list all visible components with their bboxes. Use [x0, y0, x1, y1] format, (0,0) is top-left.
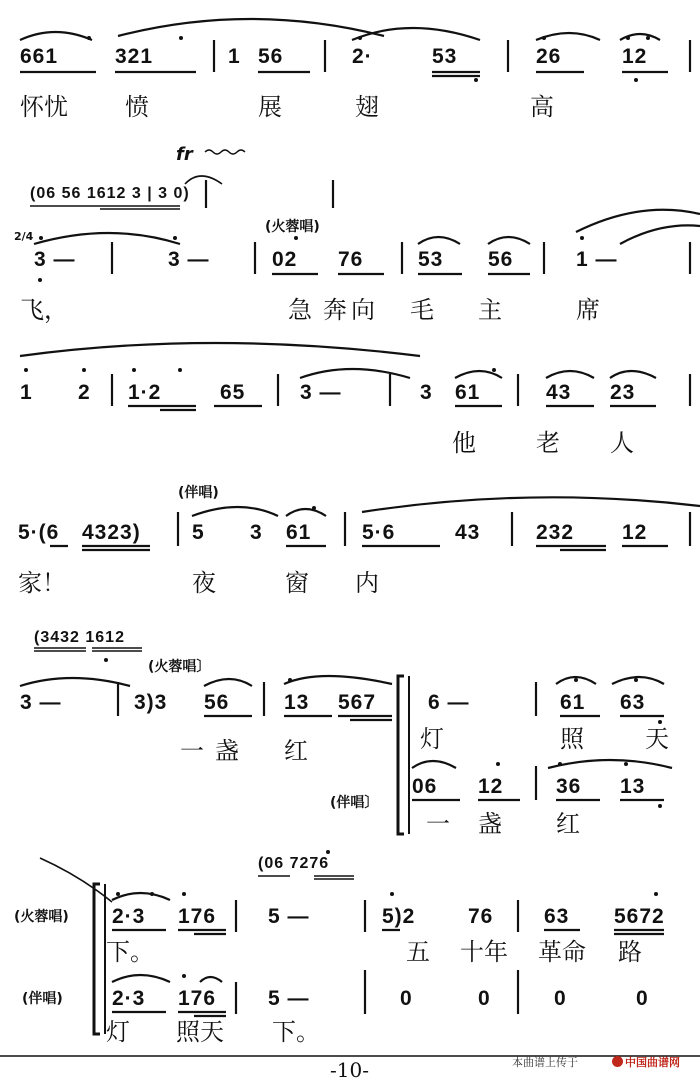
- note-group: 63: [620, 691, 646, 714]
- tie: [112, 893, 170, 900]
- lyric: 灯: [420, 725, 444, 753]
- octave-dot-low: [634, 78, 638, 82]
- tie: [412, 761, 456, 768]
- note-group: 53: [432, 45, 458, 68]
- part-label: (火蓉唱): [14, 909, 69, 925]
- tie: [112, 975, 170, 982]
- note-group: 2·: [352, 45, 373, 68]
- octave-dot: [358, 36, 362, 40]
- system-bracket: [94, 884, 100, 1034]
- note-group: 23: [610, 381, 636, 404]
- note-group: 61: [286, 521, 312, 544]
- lyric: 革命: [538, 938, 586, 966]
- note-group: 61: [560, 691, 586, 714]
- tie: [620, 225, 700, 244]
- note-group: 5: [192, 521, 205, 544]
- lyric: 家！: [18, 569, 66, 597]
- lyric: 灯: [106, 1018, 130, 1046]
- note-group: 5 —: [268, 987, 310, 1010]
- note-group: 2: [78, 381, 91, 404]
- tie: [352, 28, 480, 40]
- part-label: (火蓉唱〕: [148, 659, 211, 675]
- octave-dot: [558, 762, 562, 766]
- octave-dot-low: [658, 804, 662, 808]
- tie: [612, 677, 664, 684]
- note-group: 63: [544, 905, 570, 928]
- part-label: (伴唱): [22, 991, 63, 1007]
- octave-dot-low: [104, 658, 108, 662]
- note-group: 76: [338, 248, 364, 271]
- octave-dot-low: [658, 720, 662, 724]
- tie: [286, 509, 326, 516]
- note-group: 76: [468, 905, 494, 928]
- lyric: 高: [530, 93, 554, 121]
- tie: [546, 371, 594, 378]
- tie: [300, 369, 410, 378]
- note-group: 3 —: [20, 691, 62, 714]
- ornament-trill: fr: [176, 144, 193, 165]
- lyric: 奔: [323, 296, 347, 324]
- lyric: 红: [284, 737, 308, 765]
- lyric: 盏: [478, 810, 502, 838]
- note-group: 5672: [614, 905, 665, 928]
- tie: [20, 678, 130, 686]
- note-group: 2·3: [112, 905, 146, 928]
- upload-note: 本曲谱上传于: [512, 1056, 578, 1069]
- system-bracket: [398, 676, 404, 834]
- tie: [118, 19, 384, 36]
- note-group: 0: [400, 987, 413, 1010]
- note-group: 56: [204, 691, 230, 714]
- tie: [185, 176, 222, 184]
- part-label: (火蓉唱): [265, 219, 320, 235]
- tie: [620, 34, 660, 40]
- tie: [418, 237, 460, 244]
- octave-dot: [624, 762, 628, 766]
- lyric: 十年: [460, 938, 508, 966]
- lyric: 红: [556, 810, 580, 838]
- tie: [488, 237, 530, 244]
- note-group: 1: [20, 381, 33, 404]
- lyric: 夜: [192, 569, 216, 597]
- interlude-notes: (3432 1612: [34, 629, 125, 646]
- note-group: 567: [338, 691, 377, 714]
- note-group: 0: [554, 987, 567, 1010]
- octave-dot: [39, 236, 43, 240]
- octave-dot: [626, 36, 630, 40]
- octave-dot: [646, 36, 650, 40]
- octave-dot: [294, 236, 298, 240]
- site-logo: [612, 1054, 680, 1070]
- note-group: 5 —: [268, 905, 310, 928]
- tie: [455, 371, 502, 378]
- tie: [34, 233, 180, 244]
- lyric: 愤: [125, 93, 149, 121]
- note-group: 53: [418, 248, 444, 271]
- note-group: 56: [488, 248, 514, 271]
- lyric: 老: [536, 429, 560, 457]
- note-group: 1: [228, 45, 241, 68]
- octave-dot: [496, 762, 500, 766]
- note-group: 3: [250, 521, 263, 544]
- lyric: 窗: [285, 569, 309, 597]
- note-group: 176: [178, 905, 217, 928]
- octave-dot: [150, 892, 154, 896]
- note-group: 56: [258, 45, 284, 68]
- site-logo-icon: [612, 1056, 623, 1067]
- lyric: 下。: [106, 938, 154, 966]
- octave-dot: [492, 368, 496, 372]
- note-group: 0: [478, 987, 491, 1010]
- lyric: 照: [560, 725, 584, 753]
- note-group: 43: [455, 521, 481, 544]
- lyric: 天: [645, 725, 669, 753]
- note-group: 61: [455, 381, 481, 404]
- tie: [362, 497, 700, 512]
- note-group: 3 —: [168, 248, 210, 271]
- octave-dot: [542, 36, 546, 40]
- lyric: 下。: [272, 1018, 320, 1046]
- lyric: 飞，: [20, 296, 68, 324]
- octave-dot: [182, 974, 186, 978]
- interlude-notes: (06 7276: [258, 855, 330, 872]
- lyric: 展: [258, 93, 282, 121]
- octave-dot: [82, 368, 86, 372]
- time-signature: 2/4: [14, 230, 34, 243]
- note-group: 12: [622, 45, 648, 68]
- site-name: 中国曲谱网: [625, 1056, 680, 1069]
- lyric: 急: [288, 296, 312, 324]
- octave-dot: [634, 678, 638, 682]
- note-group: 13: [620, 775, 646, 798]
- tie: [576, 210, 700, 232]
- octave-dot: [24, 368, 28, 372]
- lyric: 一: [426, 810, 450, 838]
- note-group: 661: [20, 45, 59, 68]
- note-group: 02: [272, 248, 298, 271]
- note-group: 2·3: [112, 987, 146, 1010]
- lyric: 怀忧: [20, 93, 68, 121]
- note-group: 5)2: [382, 905, 416, 928]
- note-group: 13: [284, 691, 310, 714]
- part-label: (伴唱): [178, 485, 219, 501]
- octave-dot: [178, 368, 182, 372]
- note-group: 5·6: [362, 521, 396, 544]
- octave-dot: [132, 368, 136, 372]
- lyric: 向: [351, 296, 375, 324]
- note-group: 3 —: [34, 248, 76, 271]
- page-number: -10-: [330, 1058, 369, 1082]
- trill-line: [205, 150, 245, 154]
- note-group: 1·2: [128, 381, 162, 404]
- note-group: 65: [220, 381, 246, 404]
- note-group: 0: [636, 987, 649, 1010]
- note-group: 12: [622, 521, 648, 544]
- note-group: 3: [420, 381, 433, 404]
- lyric: 五: [406, 938, 430, 966]
- lyric: 照天: [176, 1018, 224, 1046]
- tie: [40, 858, 112, 902]
- tie: [204, 679, 252, 686]
- octave-dot: [116, 892, 120, 896]
- lyric: 毛: [410, 296, 434, 324]
- octave-dot: [654, 892, 658, 896]
- octave-dot: [173, 236, 177, 240]
- tie: [20, 343, 420, 356]
- part-label: (伴唱〕: [330, 795, 379, 811]
- note-group: 3 —: [300, 381, 342, 404]
- lyric: 一: [180, 737, 204, 765]
- note-group: 321: [115, 45, 154, 68]
- octave-dot: [182, 892, 186, 896]
- lyric: 路: [618, 938, 642, 966]
- octave-dot: [312, 506, 316, 510]
- octave-dot-low: [38, 278, 42, 282]
- note-group: 232: [536, 521, 575, 544]
- interlude-notes: (06 56 1612 3 | 3 0): [30, 185, 190, 202]
- tie: [548, 760, 672, 768]
- note-group: 12: [478, 775, 504, 798]
- octave-dot-low: [474, 78, 478, 82]
- lyric: 席: [576, 296, 600, 324]
- octave-dot: [288, 678, 292, 682]
- note-group: 4323): [82, 521, 141, 544]
- octave-dot: [179, 36, 183, 40]
- note-group: 06: [412, 775, 438, 798]
- tie: [200, 977, 222, 982]
- tie: [20, 32, 92, 40]
- note-group: 43: [546, 381, 572, 404]
- tie: [610, 371, 656, 378]
- note-group: 26: [536, 45, 562, 68]
- octave-dot: [326, 850, 330, 854]
- lyric: 内: [355, 569, 379, 597]
- lyric: 盏: [215, 737, 239, 765]
- note-group: 1 —: [576, 248, 618, 271]
- note-group: 176: [178, 987, 217, 1010]
- note-group: 3)3: [134, 691, 168, 714]
- octave-dot: [580, 236, 584, 240]
- tie: [284, 676, 392, 684]
- lyric: 主: [478, 296, 502, 324]
- octave-dot: [390, 892, 394, 896]
- lyric: 人: [610, 429, 634, 457]
- octave-dot: [574, 678, 578, 682]
- tie: [192, 507, 278, 516]
- note-group: 6 —: [428, 691, 470, 714]
- octave-dot: [87, 36, 91, 40]
- lyric: 翅: [355, 93, 379, 121]
- note-group: 5·(6: [18, 521, 60, 544]
- note-group: 36: [556, 775, 582, 798]
- lyric: 他: [452, 429, 476, 457]
